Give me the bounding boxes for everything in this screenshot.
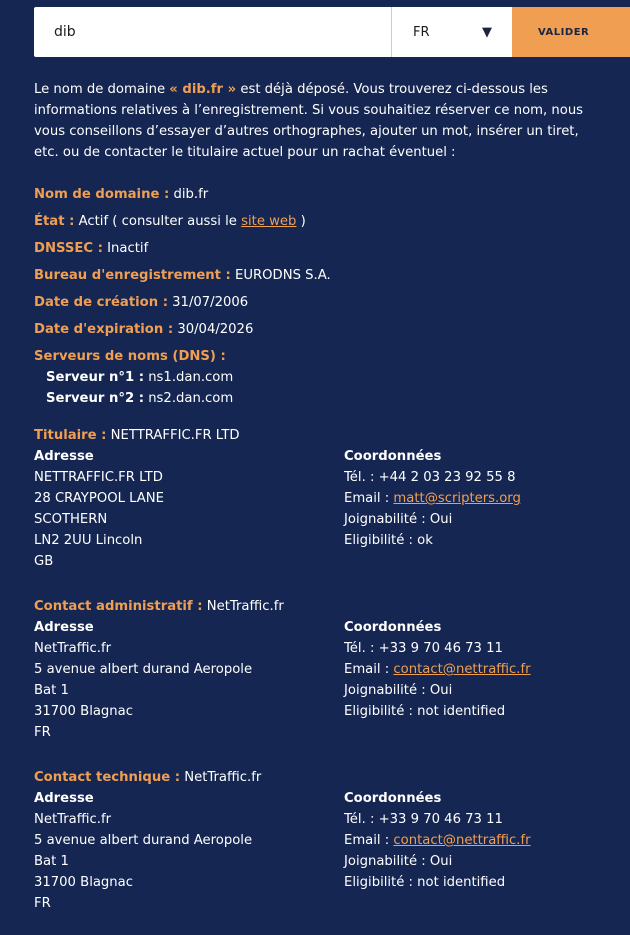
address-line: 5 avenue albert durand Aeropole — [34, 833, 253, 848]
intro-after: est déjà déposé. Vous trouverez ci-dessous les informations relatives à l’enregistrement. Si vous souhaitiez réserver ce nom, nous vous conseillons d’essayer d’autres orthographes, ajouter un mot, insérer un tiret, etc. ou de contacter le titulaire actuel pour un rachat éventuel : — [34, 82, 584, 160]
intro-paragraph — [34, 79, 594, 163]
address-line: LN2 2UU Lincoln — [34, 533, 143, 548]
address-line: 31700 Blagnac — [34, 875, 133, 890]
registrar-value: EURODNS S.A. — [235, 268, 331, 283]
address-line: NetTraffic.fr — [34, 812, 112, 827]
tech-contact-label: Contact technique : — [34, 770, 181, 785]
holder-details — [344, 446, 521, 551]
phone-line: Tél. : +44 2 03 23 92 55 8 — [344, 470, 516, 485]
reachability-line: Joignabilité : Oui — [344, 854, 453, 869]
tech-contact-address — [34, 788, 252, 914]
address-line: 28 CRAYPOOL LANE — [34, 491, 164, 506]
details-title: Coordonnées — [344, 620, 442, 635]
eligibility-line: Eligibilité : not identified — [344, 875, 506, 890]
email-link[interactable]: contact@nettraffic.fr — [393, 662, 531, 677]
address-title: Adresse — [34, 791, 94, 806]
name-servers-label: Serveurs de noms (DNS) : — [34, 349, 226, 364]
dnssec-label: DNSSEC : — [34, 241, 103, 256]
address-line: 5 avenue albert durand Aeropole — [34, 662, 253, 677]
email-line — [344, 830, 531, 851]
name-server-1-value: ns1.dan.com — [148, 370, 234, 385]
admin-contact-name: NetTraffic.fr — [206, 599, 284, 614]
address-line: Bat 1 — [34, 854, 69, 869]
address-line: SCOTHERN — [34, 512, 108, 527]
address-line: NetTraffic.fr — [34, 641, 112, 656]
tld-select-value: FR — [413, 24, 430, 40]
address-title: Adresse — [34, 620, 94, 635]
details-title: Coordonnées — [344, 791, 442, 806]
holder-address — [34, 446, 164, 572]
tech-contact-details — [344, 788, 531, 893]
address-line: FR — [34, 896, 51, 911]
domain-name-label: Nom de domaine : — [34, 187, 170, 202]
validate-button[interactable]: VALIDER — [512, 7, 630, 57]
address-line: NETTRAFFIC.FR LTD — [34, 470, 163, 485]
registrar-row — [34, 267, 331, 285]
state-end: ) — [296, 214, 306, 229]
reachability-line: Joignabilité : Oui — [344, 683, 453, 698]
name-servers-row — [34, 348, 226, 366]
state-value: Actif ( consulter aussi le — [78, 214, 242, 229]
admin-contact-address — [34, 617, 252, 743]
holder-heading — [34, 427, 240, 445]
reachability-line: Joignabilité : Oui — [344, 512, 453, 527]
phone-line: Tél. : +33 9 70 46 73 11 — [344, 812, 503, 827]
creation-date-value: 31/07/2006 — [172, 295, 249, 310]
dnssec-value: Inactif — [107, 241, 149, 256]
tech-contact-heading — [34, 769, 261, 787]
address-line: GB — [34, 554, 54, 569]
domain-name-value: dib.fr — [173, 187, 209, 202]
name-server-1-label: Serveur n°1 : — [46, 370, 144, 385]
chevron-down-icon: ▼ — [482, 24, 492, 40]
details-title: Coordonnées — [344, 449, 442, 464]
dnssec-row — [34, 240, 148, 258]
registrar-label: Bureau d'enregistrement : — [34, 268, 231, 283]
expiry-date-label: Date d'expiration : — [34, 322, 174, 337]
holder-name: NETTRAFFIC.FR LTD — [110, 428, 240, 443]
email-label: Email : — [344, 491, 394, 506]
name-server-2-row — [46, 390, 233, 408]
email-label: Email : — [344, 662, 394, 677]
email-link[interactable]: contact@nettraffic.fr — [393, 833, 531, 848]
admin-contact-heading — [34, 598, 284, 616]
email-label: Email : — [344, 833, 394, 848]
admin-contact-details — [344, 617, 531, 722]
name-server-1-row — [46, 369, 233, 387]
expiry-date-value: 30/04/2026 — [177, 322, 254, 337]
expiry-date-row — [34, 321, 253, 339]
state-label: État : — [34, 214, 75, 229]
name-server-2-label: Serveur n°2 : — [46, 391, 144, 406]
email-line — [344, 488, 521, 509]
address-title: Adresse — [34, 449, 94, 464]
email-line — [344, 659, 531, 680]
creation-date-row — [34, 294, 248, 312]
creation-date-label: Date de création : — [34, 295, 168, 310]
domain-search-bar — [34, 7, 630, 57]
address-line: Bat 1 — [34, 683, 69, 698]
eligibility-line: Eligibilité : ok — [344, 533, 433, 548]
admin-contact-label: Contact administratif : — [34, 599, 203, 614]
eligibility-line: Eligibilité : not identified — [344, 704, 506, 719]
intro-before: Le nom de domaine — [34, 82, 170, 97]
intro-domain: « dib.fr » — [169, 82, 237, 97]
tech-contact-name: NetTraffic.fr — [184, 770, 262, 785]
domain-search-input[interactable] — [34, 7, 391, 57]
name-server-2-value: ns2.dan.com — [148, 391, 234, 406]
tld-select[interactable] — [391, 7, 512, 57]
email-link[interactable]: matt@scripters.org — [393, 491, 521, 506]
domain-name-row — [34, 186, 208, 204]
website-link[interactable]: site web — [241, 214, 297, 229]
address-line: FR — [34, 725, 51, 740]
holder-label: Titulaire : — [34, 428, 107, 443]
state-row — [34, 213, 306, 231]
phone-line: Tél. : +33 9 70 46 73 11 — [344, 641, 503, 656]
address-line: 31700 Blagnac — [34, 704, 133, 719]
